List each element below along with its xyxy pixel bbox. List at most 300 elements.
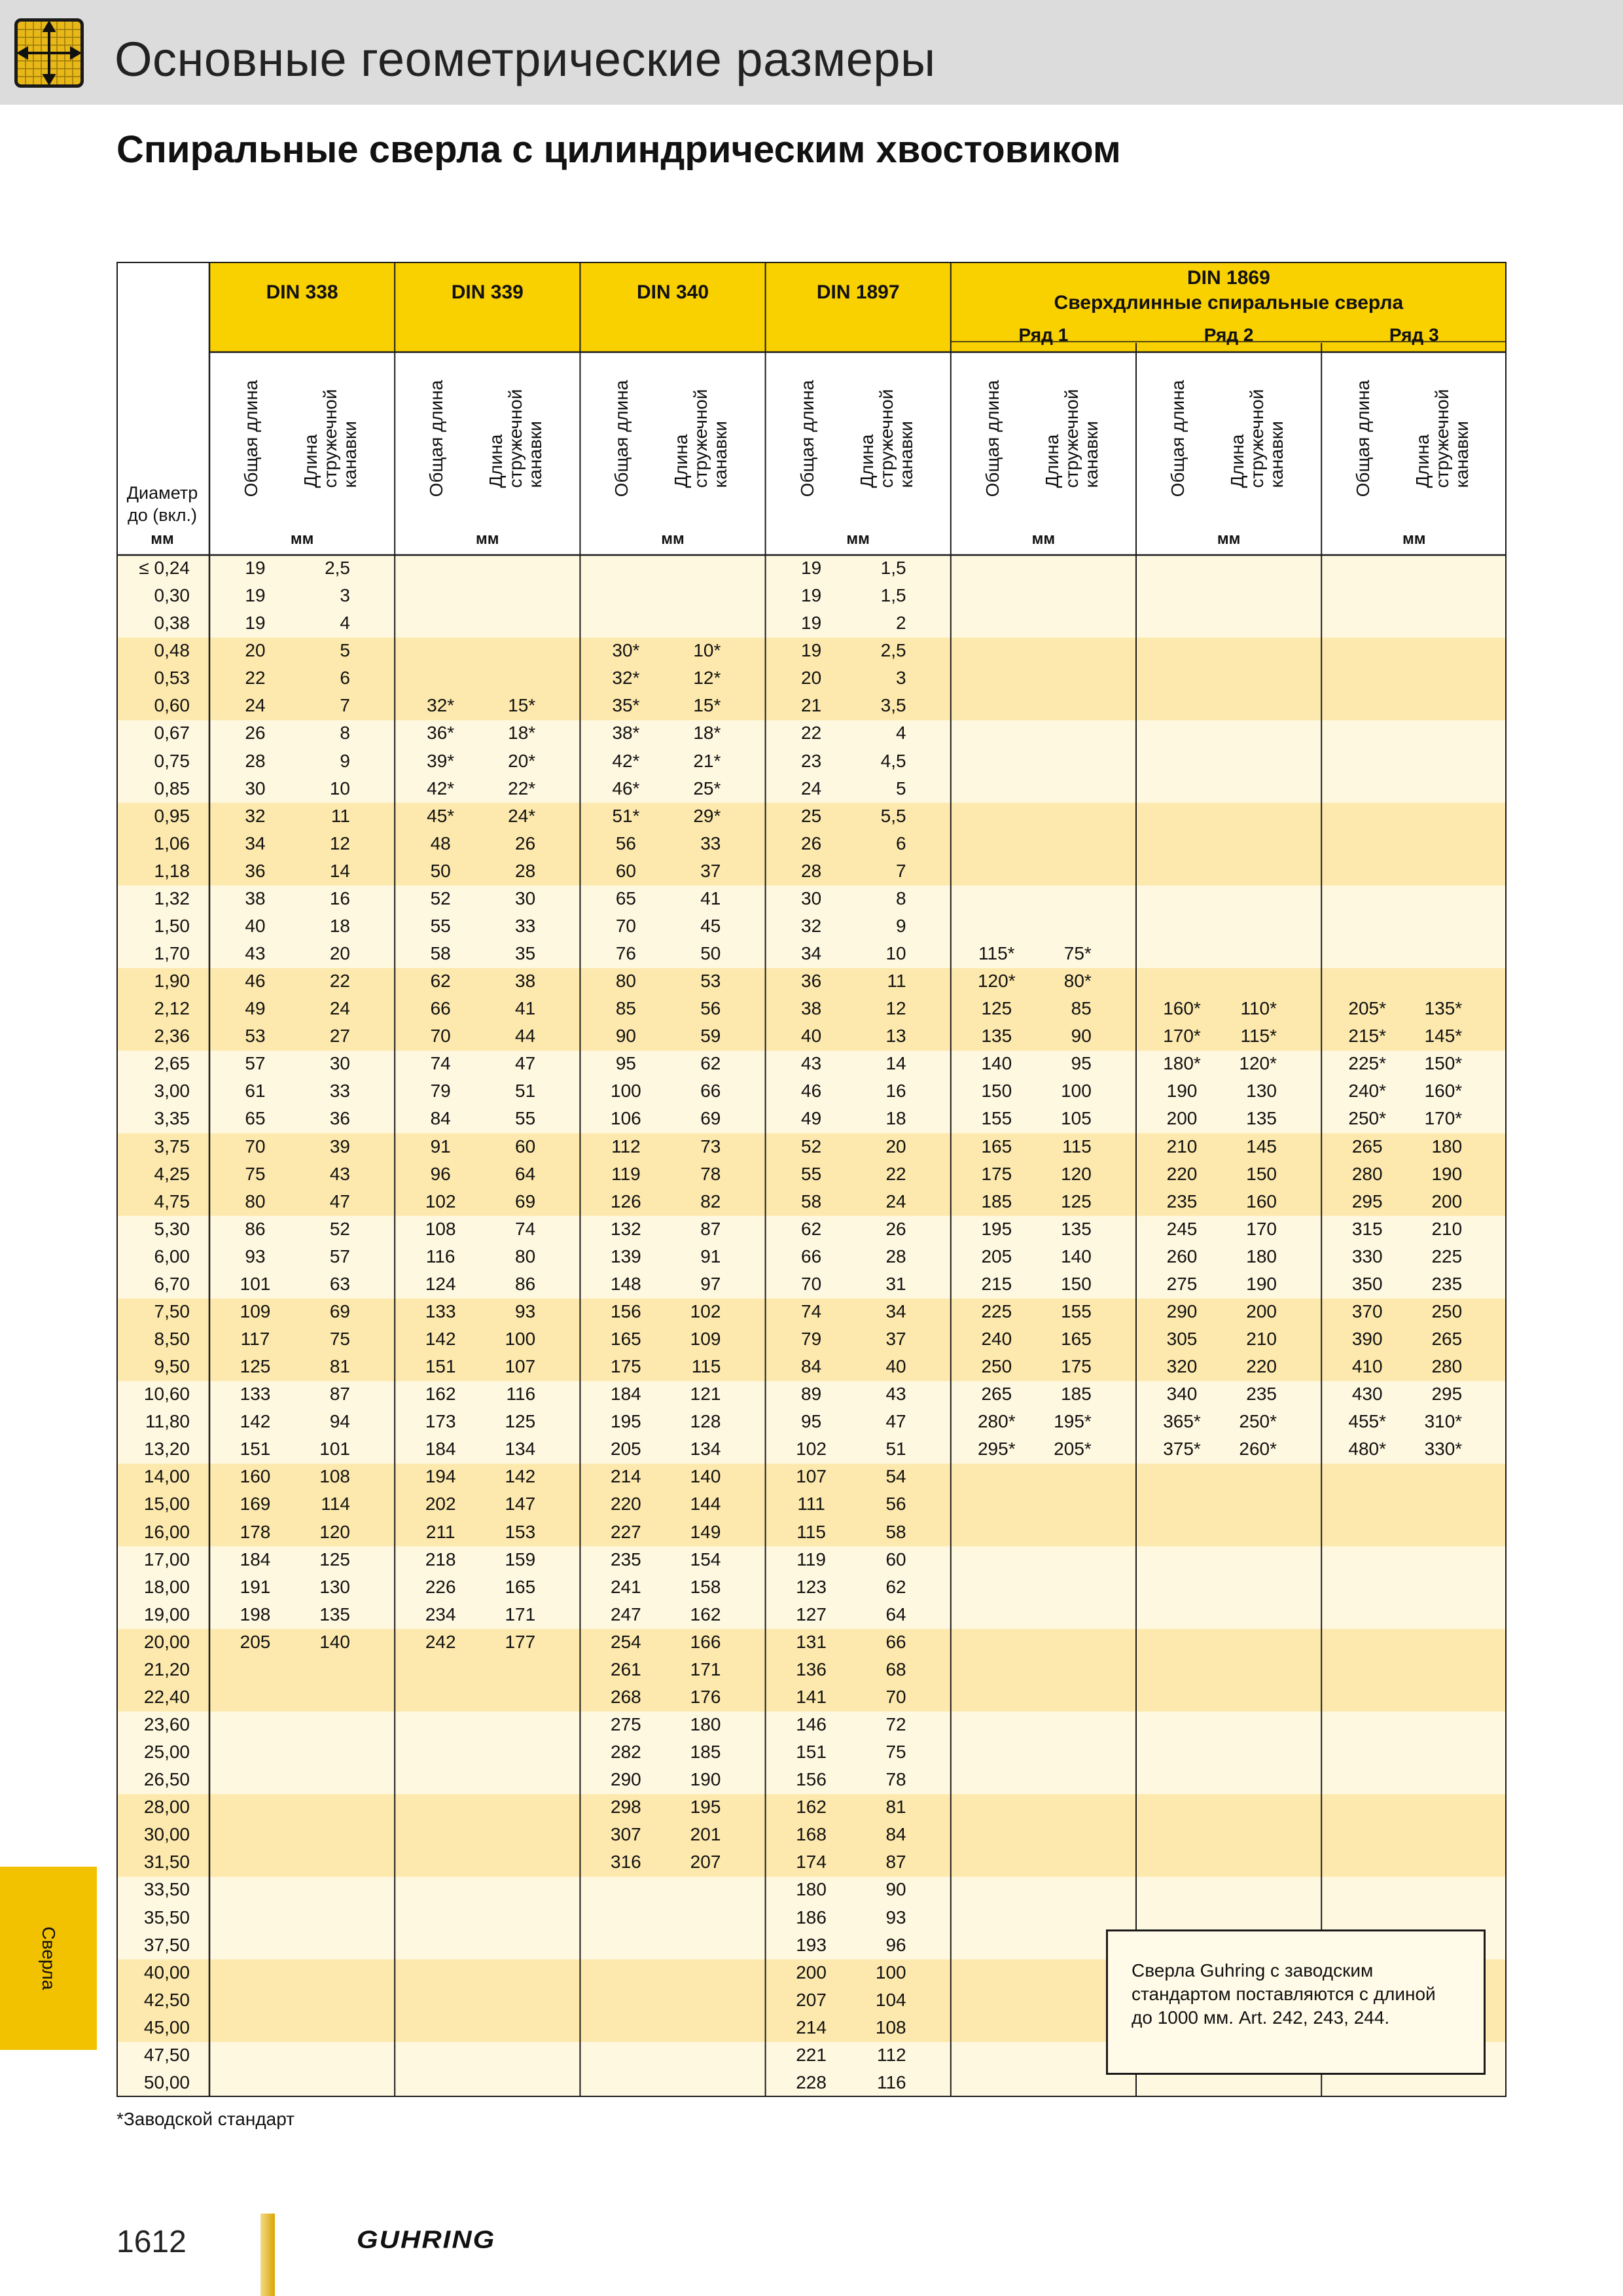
- total-length-header: Общая длина: [796, 380, 817, 497]
- flute-length-cell: 158: [690, 1576, 721, 1597]
- total-length-header: Общая длина: [1353, 380, 1374, 497]
- brand-logo: GUHRING: [357, 2225, 496, 2253]
- flute-length-cell: 2,5: [880, 640, 906, 661]
- unit-label: мм: [661, 530, 685, 548]
- total-length-cell: 91: [430, 1136, 451, 1157]
- flute-length-cell: 140: [319, 1631, 350, 1652]
- diameter-unit: мм: [151, 530, 174, 548]
- flute-length-cell: 52: [329, 1218, 350, 1239]
- flute-length-cell: 75: [885, 1742, 906, 1763]
- flute-length-cell: 30: [515, 888, 536, 908]
- flute-length-cell: 7: [896, 860, 906, 881]
- total-length-cell: 198: [240, 1604, 271, 1624]
- total-length-cell: 100: [611, 1081, 641, 1102]
- total-length-cell: 195: [611, 1411, 641, 1432]
- total-length-cell: 19: [245, 585, 266, 606]
- total-length-cell: 34: [801, 943, 822, 963]
- total-length-cell: 250*: [1348, 1108, 1386, 1129]
- flute-length-cell: 81: [885, 1797, 906, 1818]
- diameter-cell: 6,00: [154, 1246, 190, 1266]
- flute-length-cell: 112: [876, 2044, 906, 2065]
- diameter-cell: 4,25: [154, 1163, 190, 1184]
- total-length-cell: 125: [240, 1356, 271, 1377]
- flute-length-header: Длина стружечной канавки: [671, 389, 731, 488]
- flute-length-cell: 1,5: [880, 558, 906, 578]
- diameter-cell: 20,00: [143, 1631, 190, 1652]
- total-length-cell: 210: [1166, 1136, 1198, 1157]
- flute-length-cell: 175: [1061, 1356, 1092, 1377]
- flute-length-cell: 190: [1431, 1163, 1463, 1184]
- diameter-cell: 3,75: [154, 1136, 190, 1157]
- total-length-cell: 180: [796, 1879, 827, 1900]
- flute-length-cell: 4: [896, 723, 906, 744]
- flute-length-cell: 53: [700, 971, 721, 992]
- flute-length-cell: 16: [329, 888, 350, 908]
- total-length-cell: 52: [801, 1136, 822, 1157]
- total-length-cell: 207: [796, 1989, 827, 2010]
- total-length-cell: 117: [240, 1329, 270, 1349]
- total-length-cell: 42*: [427, 778, 455, 798]
- flute-length-cell: 60: [515, 1136, 536, 1157]
- flute-length-cell: 24: [885, 1191, 906, 1211]
- flute-length-cell: 87: [329, 1384, 350, 1405]
- flute-length-cell: 34: [885, 1300, 906, 1321]
- flute-length-cell: 3,5: [880, 695, 906, 716]
- flute-length-cell: 150*: [1424, 1053, 1463, 1074]
- flute-length-cell: 185: [1061, 1384, 1092, 1405]
- flute-length-cell: 31: [885, 1273, 906, 1294]
- total-length-cell: 275: [611, 1714, 641, 1734]
- total-length-cell: 174: [796, 1852, 827, 1873]
- flute-length-cell: 125: [1061, 1191, 1092, 1211]
- total-length-cell: 108: [425, 1218, 456, 1239]
- flute-length-cell: 22: [329, 971, 350, 992]
- total-length-cell: 46: [245, 971, 266, 992]
- flute-length-cell: 210: [1246, 1329, 1277, 1349]
- flute-length-cell: 115*: [1240, 1026, 1277, 1047]
- flute-length-cell: 43: [885, 1384, 906, 1405]
- total-length-cell: 86: [245, 1218, 266, 1239]
- flute-length-cell: 125: [319, 1549, 350, 1570]
- flute-length-cell: 4,5: [880, 750, 906, 771]
- flute-length-cell: 7: [340, 695, 350, 716]
- total-length-cell: 295: [1351, 1191, 1383, 1211]
- diameter-cell: 0,95: [154, 805, 190, 826]
- total-length-cell: 35*: [612, 695, 640, 716]
- diameter-cell: 0,48: [154, 640, 190, 661]
- flute-length-cell: 35: [515, 943, 536, 963]
- total-length-cell: 32*: [612, 668, 640, 689]
- flute-length-cell: 9: [896, 915, 906, 936]
- flute-length-cell: 57: [329, 1246, 350, 1266]
- diameter-cell: 33,50: [143, 1879, 190, 1900]
- total-length-cell: 30: [801, 888, 822, 908]
- total-length-cell: 150: [981, 1081, 1012, 1102]
- row-series-header: Ряд 2: [1204, 325, 1254, 345]
- flute-length-cell: 260*: [1239, 1439, 1277, 1460]
- flute-length-cell: 330*: [1424, 1439, 1463, 1460]
- total-length-cell: 211: [425, 1521, 455, 1542]
- flute-length-header: Длина стружечной канавки: [1041, 389, 1101, 488]
- total-length-cell: 115: [796, 1521, 826, 1542]
- total-length-cell: 173: [425, 1411, 456, 1432]
- diameter-cell: 1,06: [154, 833, 190, 853]
- diameter-cell: 5,30: [154, 1218, 190, 1239]
- flute-length-cell: 37: [700, 860, 721, 881]
- total-length-cell: 32*: [427, 695, 455, 716]
- total-length-cell: 142: [425, 1329, 456, 1349]
- flute-length-cell: 154: [690, 1549, 721, 1570]
- total-length-cell: 151: [796, 1742, 827, 1763]
- flute-length-cell: 105: [1061, 1108, 1092, 1129]
- total-length-cell: 80: [245, 1191, 266, 1211]
- diameter-cell: 3,00: [154, 1081, 190, 1102]
- flute-length-header: Длина стружечной канавки: [1227, 389, 1287, 488]
- total-length-cell: 127: [796, 1604, 827, 1624]
- flute-length-cell: 170: [1246, 1218, 1277, 1239]
- flute-length-cell: 9: [340, 750, 350, 771]
- total-length-cell: 79: [430, 1081, 451, 1102]
- total-length-cell: 227: [611, 1521, 641, 1542]
- flute-length-cell: 64: [885, 1604, 906, 1624]
- standard-header: DIN 340: [636, 281, 709, 303]
- flute-length-cell: 100: [505, 1329, 536, 1349]
- flute-length-cell: 30: [329, 1053, 350, 1074]
- flute-length-cell: 10: [885, 943, 906, 963]
- total-length-cell: 268: [611, 1686, 641, 1707]
- flute-length-cell: 107: [505, 1356, 536, 1377]
- flute-length-cell: 69: [329, 1300, 350, 1321]
- total-length-cell: 70: [801, 1273, 822, 1294]
- total-length-cell: 21: [801, 695, 822, 716]
- total-length-cell: 146: [796, 1714, 827, 1734]
- total-length-cell: 205: [981, 1246, 1012, 1266]
- flute-length-header: Длина стружечной канавки: [856, 389, 916, 488]
- flute-length-cell: 75: [329, 1329, 350, 1349]
- total-length-cell: 49: [245, 998, 266, 1019]
- total-length-header: Общая длина: [982, 380, 1003, 497]
- flute-length-cell: 26: [885, 1218, 906, 1239]
- total-length-cell: 32: [245, 805, 266, 826]
- total-length-cell: 330: [1351, 1246, 1383, 1266]
- row-series-header: Ряд 3: [1389, 325, 1439, 345]
- total-length-cell: 226: [425, 1576, 456, 1597]
- flute-length-cell: 64: [515, 1163, 536, 1184]
- flute-length-cell: 140: [1061, 1246, 1092, 1266]
- total-length-cell: 365*: [1163, 1411, 1201, 1432]
- total-length-cell: 200: [796, 1962, 827, 1982]
- total-length-cell: 280*: [977, 1411, 1016, 1432]
- flute-length-cell: 185: [690, 1742, 721, 1763]
- total-length-cell: 316: [611, 1852, 641, 1873]
- flute-length-cell: 171: [505, 1604, 536, 1624]
- total-length-cell: 62: [801, 1218, 822, 1239]
- total-length-cell: 340: [1166, 1384, 1198, 1405]
- diameter-cell: 0,38: [154, 613, 190, 634]
- total-length-cell: 58: [430, 943, 451, 963]
- total-length-cell: 280: [1351, 1163, 1383, 1184]
- total-length-cell: 184: [425, 1439, 456, 1460]
- total-length-cell: 120*: [977, 971, 1016, 992]
- flute-length-cell: 18*: [693, 723, 721, 744]
- flute-length-cell: 18: [329, 915, 350, 936]
- diameter-cell: 0,53: [154, 668, 190, 689]
- flute-length-cell: 10: [329, 778, 350, 798]
- footnote: *Заводской стандарт: [116, 2109, 295, 2129]
- total-length-cell: 155: [981, 1108, 1012, 1129]
- flute-length-cell: 176: [690, 1686, 721, 1707]
- flute-length-cell: 160: [1246, 1191, 1277, 1211]
- flute-length-cell: 128: [690, 1411, 721, 1432]
- total-length-cell: 265: [1351, 1136, 1383, 1157]
- total-length-cell: 191: [240, 1576, 271, 1597]
- total-length-cell: 215: [981, 1273, 1012, 1294]
- total-length-header: Общая длина: [426, 380, 447, 497]
- total-length-cell: 22: [245, 668, 266, 689]
- flute-length-cell: 20: [329, 943, 350, 963]
- total-length-cell: 160: [240, 1466, 271, 1487]
- flute-length-cell: 149: [690, 1521, 721, 1542]
- note-line: Сверла Guhring с заводским: [1132, 1960, 1374, 1981]
- total-length-cell: 79: [801, 1329, 822, 1349]
- total-length-cell: 202: [425, 1494, 456, 1515]
- total-length-cell: 141: [796, 1686, 827, 1707]
- flute-length-cell: 58: [885, 1521, 906, 1542]
- total-length-cell: 19: [245, 613, 266, 634]
- total-length-cell: 30*: [612, 640, 640, 661]
- flute-length-cell: 159: [505, 1549, 536, 1570]
- flute-length-cell: 114: [321, 1494, 350, 1515]
- flute-length-cell: 220: [1246, 1356, 1277, 1377]
- total-length-cell: 55: [801, 1163, 822, 1184]
- flute-length-cell: 101: [319, 1439, 350, 1460]
- total-length-cell: 20: [245, 640, 266, 661]
- total-length-cell: 90: [615, 1026, 636, 1047]
- total-length-cell: 45*: [427, 805, 455, 826]
- total-length-cell: 84: [430, 1108, 451, 1129]
- flute-length-cell: 18: [885, 1108, 906, 1129]
- flute-length-cell: 6: [340, 668, 350, 689]
- total-length-cell: 43: [245, 943, 266, 963]
- total-length-cell: 162: [425, 1384, 456, 1405]
- total-length-cell: 214: [796, 2017, 827, 2037]
- total-length-cell: 50: [430, 860, 451, 881]
- total-length-cell: 221: [796, 2044, 827, 2065]
- total-length-cell: 200: [1166, 1108, 1198, 1129]
- flute-length-cell: 90: [1071, 1026, 1092, 1047]
- flute-length-cell: 28: [885, 1246, 906, 1266]
- diameter-cell: 0,75: [154, 750, 190, 771]
- flute-length-cell: 59: [700, 1026, 721, 1047]
- total-length-cell: 36: [245, 860, 266, 881]
- diameter-cell: 35,50: [143, 1907, 190, 1928]
- total-length-cell: 112: [611, 1136, 641, 1157]
- diameter-cell: 16,00: [143, 1521, 190, 1542]
- total-length-cell: 186: [796, 1907, 827, 1928]
- total-length-cell: 295*: [977, 1439, 1016, 1460]
- flute-length-cell: 54: [885, 1466, 906, 1487]
- total-length-cell: 136: [796, 1659, 827, 1679]
- flute-length-cell: 5: [896, 778, 906, 798]
- diameter-cell: 2,36: [154, 1026, 190, 1047]
- flute-length-cell: 15*: [508, 695, 536, 716]
- flute-length-cell: 120: [319, 1521, 350, 1542]
- total-length-cell: 38: [801, 998, 822, 1019]
- diameter-cell: 9,50: [154, 1356, 190, 1377]
- total-length-cell: 115*: [978, 943, 1015, 963]
- flute-length-cell: 45: [700, 915, 721, 936]
- flute-length-cell: 3: [896, 668, 906, 689]
- flute-length-cell: 63: [329, 1273, 350, 1294]
- diameter-cell: 13,20: [143, 1439, 190, 1460]
- flute-length-cell: 155: [1061, 1300, 1092, 1321]
- total-length-cell: 74: [430, 1053, 451, 1074]
- flute-length-cell: 33: [515, 915, 536, 936]
- total-length-cell: 26: [801, 833, 822, 853]
- flute-length-cell: 120: [1061, 1163, 1092, 1184]
- standard-header: DIN 339: [451, 281, 524, 303]
- flute-length-cell: 87: [885, 1852, 906, 1873]
- flute-length-cell: 28: [515, 860, 536, 881]
- total-length-cell: 247: [611, 1604, 641, 1624]
- total-length-cell: 52: [430, 888, 451, 908]
- total-length-cell: 218: [425, 1549, 456, 1570]
- diameter-cell: 0,85: [154, 778, 190, 798]
- side-tab-label: Сверла: [39, 1926, 59, 1990]
- diameter-cell: 26,50: [143, 1769, 190, 1790]
- total-length-cell: 40: [801, 1026, 822, 1047]
- flute-length-cell: 250*: [1239, 1411, 1277, 1432]
- flute-length-cell: 12*: [693, 668, 721, 689]
- flute-length-cell: 235: [1431, 1273, 1463, 1294]
- total-length-cell: 126: [611, 1191, 641, 1211]
- diameter-cell: 1,70: [154, 943, 190, 963]
- flute-length-cell: 47: [515, 1053, 536, 1074]
- total-length-cell: 109: [240, 1300, 271, 1321]
- flute-length-cell: 135*: [1424, 998, 1463, 1019]
- flute-length-cell: 15*: [693, 695, 721, 716]
- total-length-cell: 139: [611, 1246, 641, 1266]
- total-length-cell: 123: [796, 1576, 827, 1597]
- diameter-cell: 1,90: [154, 971, 190, 992]
- flute-length-cell: 14: [329, 860, 350, 881]
- note-line: стандартом поставляются с длиной: [1132, 1984, 1436, 2004]
- total-length-cell: 28: [801, 860, 822, 881]
- flute-length-cell: 78: [885, 1769, 906, 1790]
- total-length-cell: 225: [981, 1300, 1012, 1321]
- diameter-cell: 1,32: [154, 888, 190, 908]
- flute-length-cell: 180: [690, 1714, 721, 1734]
- standard-header: DIN 338: [266, 281, 338, 303]
- flute-length-cell: 62: [885, 1576, 906, 1597]
- flute-length-cell: 51: [885, 1439, 906, 1460]
- total-length-cell: 24: [245, 695, 266, 716]
- flute-length-cell: 13: [885, 1026, 906, 1047]
- diameter-cell: 40,00: [143, 1962, 190, 1982]
- flute-length-cell: 11: [330, 805, 350, 826]
- total-length-cell: 240*: [1348, 1081, 1386, 1102]
- flute-length-cell: 3: [340, 585, 350, 606]
- flute-length-cell: 134: [505, 1439, 536, 1460]
- flute-length-cell: 142: [505, 1466, 536, 1487]
- flute-length-cell: 171: [690, 1659, 721, 1679]
- flute-length-cell: 95: [1071, 1053, 1092, 1074]
- flute-length-cell: 33: [329, 1081, 350, 1102]
- flute-length-cell: 50: [700, 943, 721, 963]
- flute-length-cell: 96: [885, 1934, 906, 1955]
- flute-length-cell: 81: [329, 1356, 350, 1377]
- total-length-cell: 245: [1166, 1218, 1198, 1239]
- flute-length-cell: 190: [690, 1769, 721, 1790]
- flute-length-cell: 90: [885, 1879, 906, 1900]
- diameter-cell: 15,00: [143, 1494, 190, 1515]
- flute-length-cell: 62: [700, 1053, 721, 1074]
- total-length-cell: 135: [981, 1026, 1012, 1047]
- page-number: 1612: [116, 2225, 187, 2259]
- flute-length-cell: 5,5: [880, 805, 906, 826]
- total-length-cell: 160*: [1163, 998, 1201, 1019]
- flute-length-cell: 91: [700, 1246, 721, 1266]
- flute-length-cell: 60: [885, 1549, 906, 1570]
- diameter-cell: 11,80: [145, 1411, 190, 1432]
- diameter-cell: 30,00: [143, 1824, 190, 1845]
- flute-length-cell: 84: [885, 1824, 906, 1845]
- total-length-cell: 350: [1351, 1273, 1383, 1294]
- diameter-cell: 42,50: [143, 1989, 190, 2010]
- flute-length-cell: 108: [319, 1466, 350, 1487]
- flute-length-cell: 41: [515, 998, 536, 1019]
- flute-length-cell: 195: [690, 1797, 721, 1818]
- total-length-cell: 156: [611, 1300, 641, 1321]
- total-length-cell: 49: [801, 1108, 822, 1129]
- flute-length-cell: 104: [875, 1989, 906, 2010]
- total-length-cell: 261: [611, 1659, 641, 1679]
- total-length-cell: 39*: [427, 750, 455, 771]
- flute-length-cell: 280: [1431, 1356, 1463, 1377]
- row-series-header: Ряд 1: [1018, 325, 1069, 345]
- flute-length-cell: 6: [896, 833, 906, 853]
- side-tab-drills[interactable]: [0, 1867, 97, 2050]
- flute-length-cell: 44: [515, 1026, 536, 1047]
- flute-length-cell: 5: [340, 640, 350, 661]
- diameter-header: до (вкл.): [128, 505, 197, 525]
- flute-length-cell: 87: [700, 1218, 721, 1239]
- total-length-cell: 282: [611, 1742, 641, 1763]
- total-length-cell: 56: [615, 833, 636, 853]
- flute-length-cell: 108: [875, 2017, 906, 2037]
- total-length-cell: 250: [981, 1356, 1012, 1377]
- flute-length-cell: 102: [690, 1300, 721, 1321]
- total-length-cell: 178: [240, 1521, 271, 1542]
- flute-length-cell: 130: [1246, 1081, 1277, 1102]
- total-length-cell: 140: [981, 1053, 1012, 1074]
- total-length-cell: 151: [425, 1356, 456, 1377]
- flute-length-cell: 80*: [1063, 971, 1092, 992]
- header-title: Основные геометрические размеры: [115, 32, 936, 86]
- total-length-cell: 298: [611, 1797, 641, 1818]
- total-length-cell: 480*: [1348, 1439, 1386, 1460]
- flute-length-cell: 24: [329, 998, 350, 1019]
- total-length-cell: 46*: [612, 778, 640, 798]
- flute-length-cell: 70: [885, 1686, 906, 1707]
- total-length-cell: 38: [245, 888, 266, 908]
- diameter-cell: 37,50: [143, 1934, 190, 1955]
- total-length-cell: 93: [245, 1246, 266, 1266]
- flute-length-cell: 177: [505, 1631, 536, 1652]
- diameter-cell: 4,75: [154, 1191, 190, 1211]
- flute-length-cell: 100: [1061, 1081, 1092, 1102]
- diameter-cell: 0,30: [154, 585, 190, 606]
